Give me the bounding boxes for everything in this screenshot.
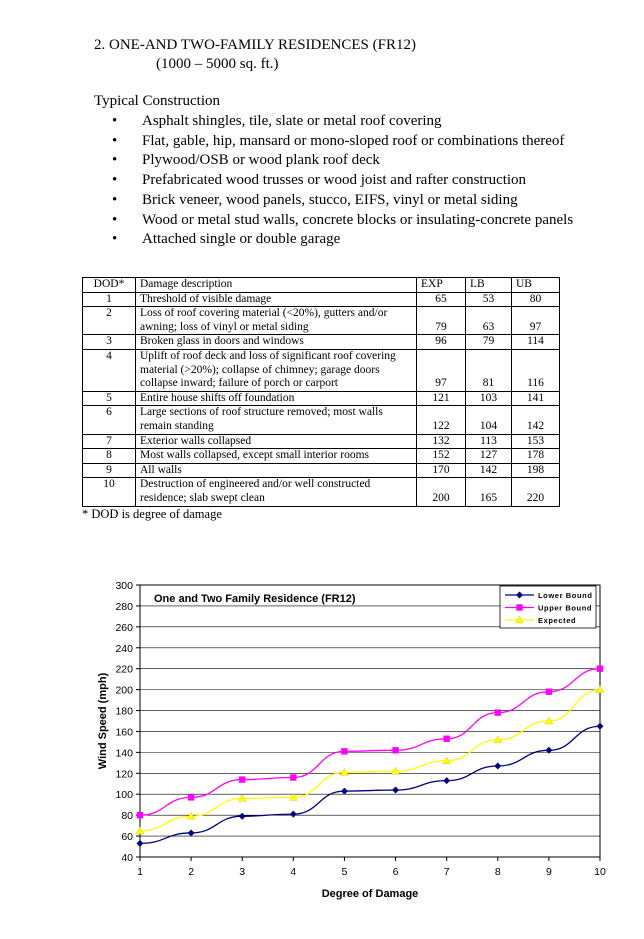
table-row <box>83 391 560 406</box>
cell-dod: 4 <box>83 349 136 391</box>
y-tick-label: 280 <box>115 600 133 613</box>
data-point <box>290 774 296 780</box>
cell-lb: 79 <box>466 335 512 350</box>
section-heading: 2. ONE-AND TWO-FAMILY RESIDENCES (FR12) <box>94 37 416 53</box>
construction-list <box>112 112 573 250</box>
cell-description <box>136 292 417 307</box>
description-line: Exterior walls collapsed <box>140 434 252 447</box>
cell-ub: 114 <box>512 335 560 350</box>
description-line: Destruction of engineered and/or well constructed <box>140 478 371 491</box>
cell-lb: 53 <box>466 292 512 307</box>
bullet-icon: • <box>112 191 118 208</box>
bullet-icon: • <box>112 132 118 149</box>
bullet-icon: • <box>112 113 118 129</box>
cell-exp: 122 <box>417 406 466 434</box>
cell-lb: 81 <box>466 349 512 391</box>
y-tick-label: 220 <box>115 663 133 676</box>
table-row <box>83 406 560 434</box>
cell-description <box>136 478 417 506</box>
table-row <box>83 449 560 464</box>
header-ub: UB <box>512 278 560 293</box>
table-header-row <box>83 278 560 293</box>
cell-dod: 10 <box>83 478 136 506</box>
cell-dod: 2 <box>83 307 136 335</box>
description-line: awning; loss of vinyl or metal siding <box>140 320 309 333</box>
list-item: • Plywood/OSB or wood plank roof deck <box>112 151 573 171</box>
y-tick-label: 100 <box>115 789 133 802</box>
data-point <box>597 665 603 671</box>
typical-construction-title: Typical Construction <box>94 93 221 109</box>
list-item: • Flat, gable, hip, mansard or mono-sloped roof or combinations thereof <box>112 132 573 152</box>
y-tick-label: 260 <box>115 621 133 634</box>
y-axis-label: Wind Speed (mph) <box>97 672 109 770</box>
y-tick-label: 80 <box>121 810 133 823</box>
cell-exp: 97 <box>417 349 466 391</box>
y-tick-label: 40 <box>121 852 133 864</box>
description-line: Entire house shifts off foundation <box>140 391 295 404</box>
cell-exp: 152 <box>417 449 466 464</box>
list-item: • Asphalt shingles, tile, slate or metal roof covering <box>112 112 573 132</box>
cell-lb: 63 <box>466 307 512 335</box>
data-point <box>188 794 194 800</box>
cell-ub: 141 <box>512 391 560 406</box>
cell-lb: 113 <box>466 434 512 449</box>
x-tick-label: 4 <box>290 866 297 878</box>
bullet-icon: • <box>112 211 118 228</box>
cell-description <box>136 307 417 335</box>
table-row <box>83 307 560 335</box>
data-point <box>341 748 347 754</box>
cell-dod: 5 <box>83 391 136 406</box>
cell-description <box>136 335 417 350</box>
x-tick-label: 5 <box>341 866 348 878</box>
table-body <box>83 292 560 506</box>
legend-label: Upper Bound <box>538 603 593 613</box>
y-tick-label: 200 <box>115 684 133 697</box>
list-item: • Attached single or double garage <box>112 230 573 250</box>
description-line: Broken glass in doors and windows <box>140 335 304 348</box>
data-point <box>443 736 449 742</box>
y-tick-label: 180 <box>115 705 133 718</box>
table-footnote: * DOD is degree of damage <box>82 507 222 521</box>
bullet-icon: • <box>112 172 118 189</box>
cell-exp: 132 <box>417 434 466 449</box>
cell-description <box>136 434 417 449</box>
table-row <box>83 463 560 478</box>
cell-dod: 3 <box>83 335 136 350</box>
damage-table <box>82 277 560 507</box>
cell-exp: 121 <box>417 391 466 406</box>
chart-title: One and Two Family Residence (FR12) <box>154 593 356 605</box>
bullet-icon: • <box>112 231 118 248</box>
data-point <box>495 709 501 715</box>
cell-exp: 200 <box>417 478 466 506</box>
legend-marker <box>516 604 522 610</box>
legend-label: Lower Bound <box>538 591 593 600</box>
x-tick-label: 2 <box>188 866 195 878</box>
wind-speed-chart <box>84 575 604 905</box>
list-item: • Wood or metal stud walls, concrete blocks or insulating-concrete panels <box>112 211 573 231</box>
description-line: All walls <box>140 463 182 476</box>
list-item: • Prefabricated wood trusses or wood joist and rafter construction <box>112 171 573 191</box>
x-tick-label: 3 <box>239 866 246 878</box>
y-tick-label: 160 <box>115 726 133 739</box>
description-line: Large sections of roof structure removed; most walls <box>140 406 383 419</box>
cell-description <box>136 349 417 391</box>
x-tick-label: 1 <box>137 866 143 878</box>
data-point <box>239 776 245 782</box>
cell-description <box>136 391 417 406</box>
table-row <box>83 292 560 307</box>
description-line: material (>20%); collapse of chimney; garage doors <box>140 363 380 376</box>
cell-ub: 178 <box>512 449 560 464</box>
table-row <box>83 434 560 449</box>
x-tick-label: 10 <box>594 866 606 878</box>
data-point <box>546 689 552 695</box>
table-row <box>83 349 560 391</box>
description-line: residence; slab swept clean <box>140 491 265 504</box>
y-tick-label: 140 <box>115 747 133 760</box>
header-exp: EXP <box>417 278 466 293</box>
x-axis-label: Degree of Damage <box>321 888 419 900</box>
data-point <box>392 747 398 753</box>
cell-ub: 116 <box>512 349 560 391</box>
description-line: Uplift of roof deck and loss of significant roof covering <box>140 349 396 362</box>
cell-ub: 80 <box>512 292 560 307</box>
y-tick-label: 60 <box>121 831 133 844</box>
table-row <box>83 478 560 506</box>
x-tick-label: 7 <box>443 866 450 878</box>
x-tick-label: 6 <box>392 866 399 878</box>
cell-dod: 9 <box>83 463 136 478</box>
cell-lb: 142 <box>466 463 512 478</box>
header-dod: DOD* <box>83 278 136 293</box>
cell-ub: 142 <box>512 406 560 434</box>
cell-dod: 7 <box>83 434 136 449</box>
cell-description <box>136 406 417 434</box>
cell-exp: 96 <box>417 335 466 350</box>
list-item: • Brick veneer, wood panels, stucco, EIFS, vinyl or metal siding <box>112 191 573 211</box>
cell-description <box>136 463 417 478</box>
description-line: Threshold of visible damage <box>140 292 272 305</box>
cell-dod: 6 <box>83 406 136 434</box>
y-tick-label: 120 <box>115 768 133 781</box>
cell-lb: 127 <box>466 449 512 464</box>
description-line: remain standing <box>140 419 214 432</box>
cell-ub: 198 <box>512 463 560 478</box>
x-tick-label: 8 <box>494 866 501 878</box>
x-tick-label: 9 <box>545 866 552 878</box>
cell-dod: 1 <box>83 292 136 307</box>
section-subheading: (1000 – 5000 sq. ft.) <box>156 56 279 72</box>
cell-ub: 153 <box>512 434 560 449</box>
cell-exp: 65 <box>417 292 466 307</box>
cell-lb: 103 <box>466 391 512 406</box>
y-tick-label: 300 <box>115 580 133 592</box>
cell-exp: 170 <box>417 463 466 478</box>
data-point <box>137 812 143 818</box>
bullet-icon: • <box>112 152 118 169</box>
header-lb: LB <box>466 278 512 293</box>
description-line: Loss of roof covering material (<20%), gutters and/or <box>140 307 388 320</box>
header-description: Damage description <box>136 278 417 293</box>
cell-ub: 220 <box>512 478 560 506</box>
table-row <box>83 335 560 350</box>
y-tick-label: 240 <box>115 642 133 655</box>
cell-exp: 79 <box>417 307 466 335</box>
cell-lb: 104 <box>466 406 512 434</box>
cell-dod: 8 <box>83 449 136 464</box>
description-line: collapse inward; failure of porch or carport <box>140 377 338 390</box>
cell-description <box>136 449 417 464</box>
description-line: Most walls collapsed, except small interior rooms <box>140 449 369 462</box>
legend-label: Expected <box>538 616 577 625</box>
cell-ub: 97 <box>512 307 560 335</box>
cell-lb: 165 <box>466 478 512 506</box>
